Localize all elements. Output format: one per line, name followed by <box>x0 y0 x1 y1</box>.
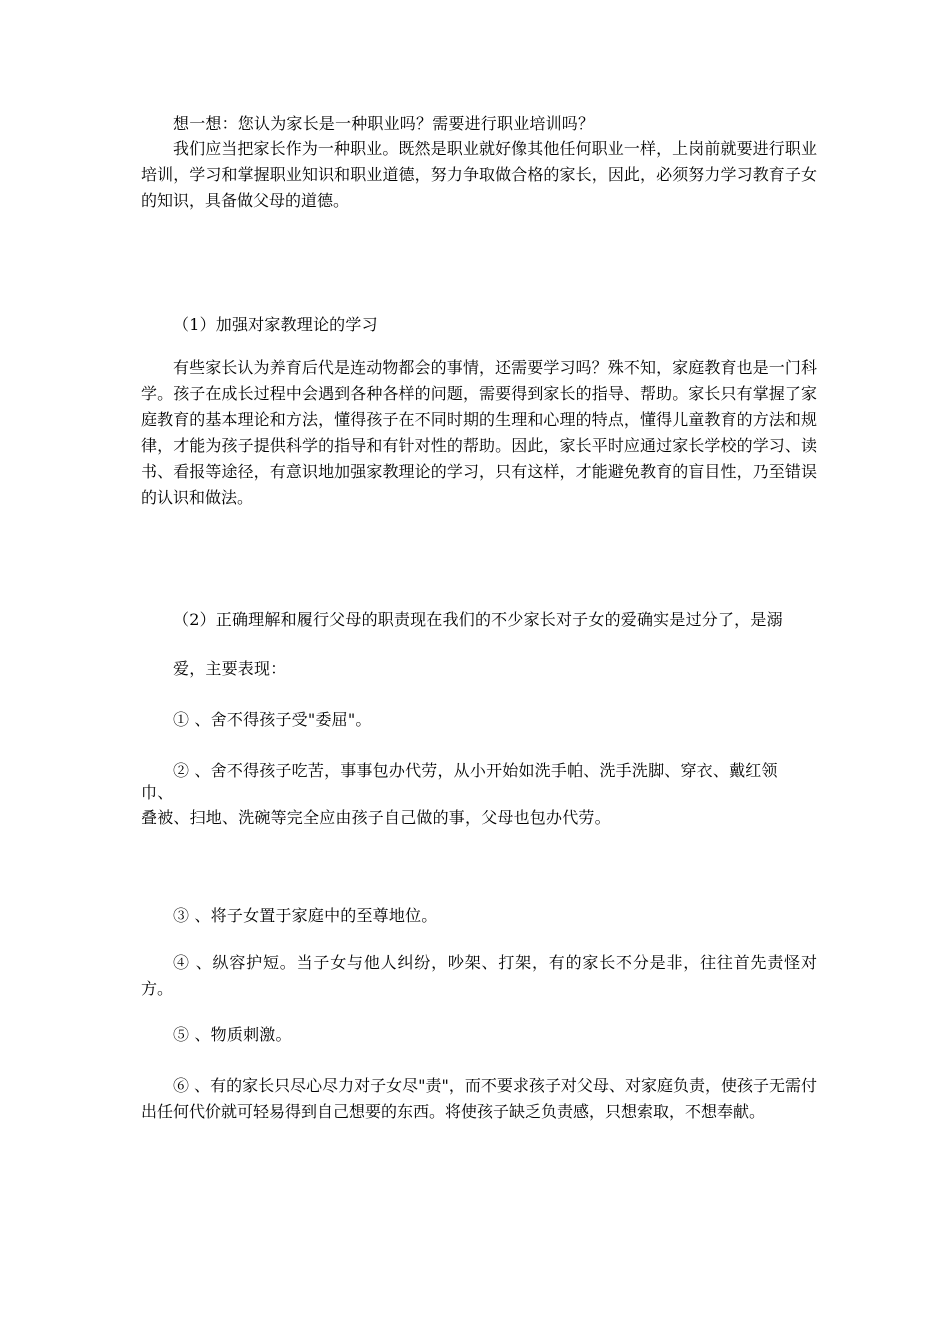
paragraph-theory: 有些家长认为养育后代是连动物都会的事情，还需要学习吗？殊不知，家庭教育也是一门科学。孩子在成长过程中会遇到各种各样的问题，需要得到家长的指导、帮助。家长只有掌握了家庭教育的基本理论和方法，懂得孩子在不同时期的生理和心理的特点，懂得儿童教育的方法和规律，才能为孩子提供科学的指导和有针对性的帮助。因此，家长平时应通过家长学校的学习、读书、看报等途径，有意识地加强家教理论的学习，只有这样，才能避免教育的盲目性，乃至错误的认识和做法。 <box>141 358 817 507</box>
list-item-5: ⑤ 、物质刺激。 <box>173 1025 292 1044</box>
list-item-2-line-3: 叠被、扫地、洗碗等完全应由孩子自己做的事，父母也包办代劳。 <box>141 808 611 827</box>
section-heading-2-continued: 爱，主要表现： <box>173 659 287 678</box>
question-line: 想一想：您认为家长是一种职业吗？需要进行职业培训吗？ <box>173 114 595 133</box>
list-item-1: ① 、舍不得孩子受"委屈"。 <box>173 710 372 729</box>
list-item-2-line-2: 巾、 <box>141 783 174 802</box>
list-item-6: ⑥ 、有的家长只尽心尽力对子女尽"责"，而不要求孩子对父母、对家庭负责，使孩子无需付出任何代价就可轻易得到自己想要的东西。将使孩子缺乏负责感，只想索取，不想奉献。 <box>141 1076 817 1121</box>
paragraph-intro: 我们应当把家长作为一种职业。既然是职业就好像其他任何职业一样，上岗前就要进行职业培训，学习和掌握职业知识和职业道德，努力争取做合格的家长，因此，必须努力学习教育子女的知识，具备做父母的道德。 <box>141 139 817 210</box>
section-heading-2: （2）正确理解和履行父母的职责现在我们的不少家长对子女的爱确实是过分了，是溺 <box>173 610 783 629</box>
section-heading-1: （1）加强对家教理论的学习 <box>173 315 378 334</box>
list-item-3: ③ 、将子女置于家庭中的至尊地位。 <box>173 906 438 925</box>
list-item-2-line-1: ② 、舍不得孩子吃苦，事事包办代劳，从小开始如洗手帕、洗手洗脚、穿衣、戴红领 <box>173 761 778 780</box>
list-item-4: ④ 、纵容护短。当子女与他人纠纷，吵架、打架，有的家长不分是非，往往首先责怪对方。 <box>141 953 817 998</box>
